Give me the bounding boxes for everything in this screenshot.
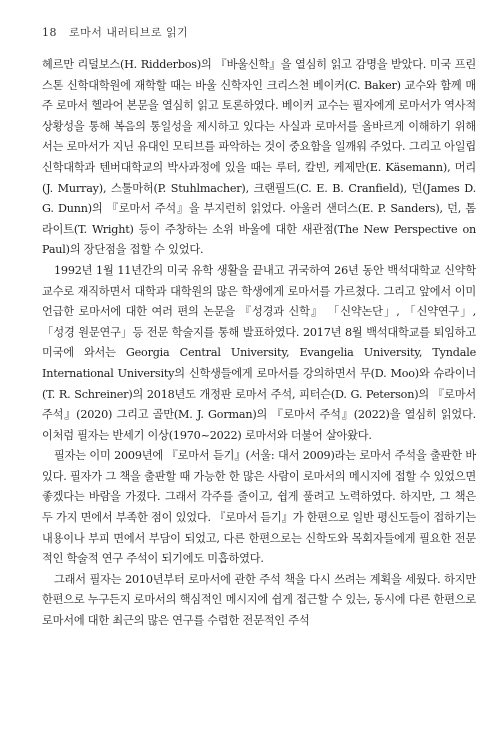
paragraph: 1992년 1월 11년간의 미국 유학 생활을 끝내고 귀국하여 26년 동안 백석대학교 신약학 교수로 재직하면서 대학과 대학원의 많은 학생에게 로마서를 가르쳤다. 그리고 앞에서 이미 언급한 로마서에 대한 여러 편의 논문을 『성경과 신학』 「신약논단」, 「신약연구」, 「성경 원문연구」등 전문 학술지를 통해 발표하였다. 2017년 8월 백석대학교를 퇴임하고 미국에 와서는 Georgia Central University, Evangelia University, Tyndale International University의 신학생들에게 로마서를 강의하면서 무(D. Moo)와 슈라이너(T. R. Schreiner)의 2018년도 개정판 로마서 주석, 피터슨(D. G. Peterson)의 『로마서 주석』(2020) 그리고 골만(M. J. Gorman)의 『로마서 주석』(2022)을 열심히 읽었다. 이처럼 필자는 반세기 이상(1970~2022) 로마서와 더불어 살아왔다.: [42, 263, 476, 442]
paragraph: 필자는 이미 2009년에 『로마서 듣기』(서울: 대서 2009)라는 로마서 주석을 출판한 바 있다. 필자가 그 책을 출판할 때 가능한 한 많은 사람이 로마서의 메시지에 접할 수 있었으면 좋겠다는 바람을 가졌다. 그래서 각주를 줄이고, 쉽게 풀려고 노력하였다. 하지만, 그 책은 두 가지 면에서 부족한 점이 있었다. 『로마서 듣기』가 한편으로 일반 평신도들이 접하기는 내용이나 부피 면에서 부담이 되었고, 다른 한편으로는 신학도와 목회자들에게 필요한 전문적인 학술적 연구 주석이 되기에도 미흡하였다.: [42, 449, 476, 566]
book-title: 로마서 내러티브로 읽기: [69, 26, 189, 39]
paragraph: 그래서 필자는 2010년부터 로마서에 관한 주석 책을 다시 쓰려는 계획을 세웠다. 하지만 한편으로 누구든지 로마서의 핵심적인 메시지에 쉽게 접근할 수 있는, 동시에 다른 한편으로 로마서에 대한 최근의 많은 연구를 수렴한 전문적인 주석: [42, 572, 476, 628]
paragraph: 헤르만 리덜보스(H. Ridderbos)의 『바울신학』을 열심히 읽고 감명을 받았다. 미국 프린스톤 신학대학원에 재학할 때는 바울 신학자인 크리스천 베이커(C. Baker) 교수와 함께 매주 로마서 헬라어 본문을 열심히 읽고 토론하였다. 베이커 교수는 필자에게 로마서가 역사적 상황성을 통해 복음의 통일성을 제시하고 있다는 사실과 로마서를 올바르게 이해하기 위해서는 로마서가 지닌 유대인 모티브를 파악하는 것이 중요함을 일깨워 주었다. 그리고 아일립신학대학과 텐버대학교의 박사과정에 있을 때는 루터, 칼빈, 케제만(E. Käsemann), 머리(J. Murray), 스툴마허(P. Stuhlmacher), 크랜필드(C. E. B. Cranfield), 던(James D. G. Dunn)의 『로마서 주석』을 부지런히 읽었다. 아울러 샌더스(E. P. Sanders), 던, 톰 라이트(T. Wright) 등이 주창하는 소위 바울에 대한 새관점(The New Perspective on Paul)의 장단점을 접할 수 있었다.: [42, 58, 476, 257]
page-number: 18: [42, 26, 57, 39]
running-header: [42, 24, 188, 40]
body-text: [42, 55, 476, 632]
